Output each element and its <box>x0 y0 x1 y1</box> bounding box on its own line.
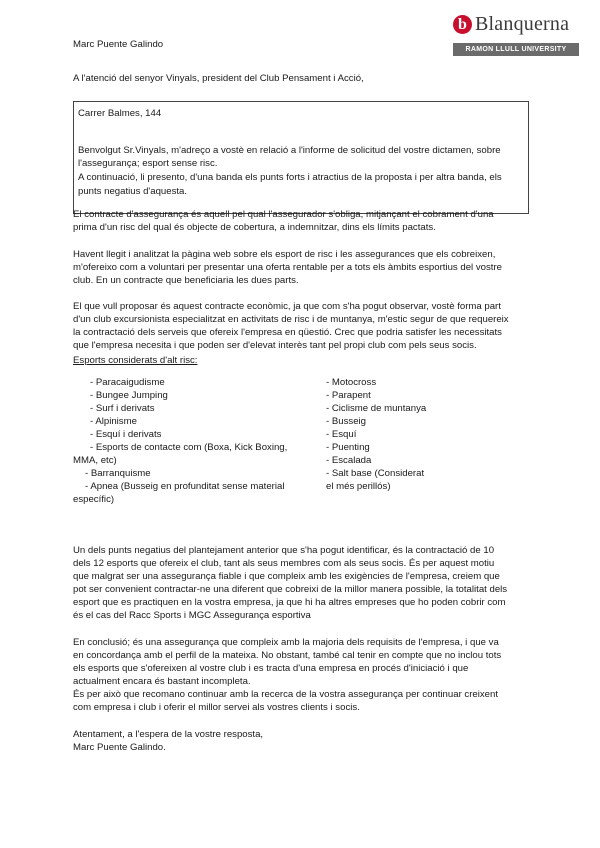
box-line: A continuació, li presento, d'una banda els punts forts i atractius de la proposta i per altra banda, els <box>78 172 502 183</box>
paragraph-line: d'un club excursionista especialitzat en activitats de risc i de muntanya, m'estic segur de que requereix <box>73 314 509 325</box>
blanquerna-logo <box>453 14 579 58</box>
address: Carrer Balmes, 144 <box>78 108 162 119</box>
paragraph-line: en concordança amb el perfil de la mateixa. No obstant, també cal tenir en compte que no inclou tots <box>73 650 502 661</box>
sport-item: - Alpinisme <box>90 416 137 427</box>
paragraph-line: esport que es practiquen en la vostra empresa, ja que hi ha altres empreses que ho poden cobrir com <box>73 597 506 608</box>
sport-item: - Parapent <box>326 390 371 401</box>
sport-item: el més perillós) <box>326 481 391 492</box>
sports-heading: Esports considerats d'alt risc: <box>73 355 198 366</box>
paragraph-line: com empresa i club i oferir el millor servei als vostres clients i socis. <box>73 702 360 713</box>
sport-item: - Ciclisme de muntanya <box>326 403 427 414</box>
sport-item: - Barranquisme <box>85 468 151 479</box>
sport-item: - Esquí i derivats <box>90 429 162 440</box>
box-line: Benvolgut Sr.Vinyals, m'adreço a vostè en relació a l'informe de solicitud del vostre dictamen, sobre <box>78 145 501 156</box>
sport-item: - Puenting <box>326 442 370 453</box>
sport-item: - Busseig <box>326 416 366 427</box>
sport-item: específic) <box>73 494 115 505</box>
paragraph-line: pot ser convenient contractar-ne una diferent que cobreixi de la millor manera possible, la totalitat dels <box>73 584 508 595</box>
sport-item: - Escalada <box>326 455 372 466</box>
signature: Marc Puente Galindo. <box>73 742 166 753</box>
paragraph-line: els esports que s'ofereixen al vostre club i es tracta d'una empresa en procés d'iniciació i que <box>73 663 469 674</box>
recipient-line: A l'atenció del senyor Vinyals, president del Club Pensament i Acció, <box>73 73 364 84</box>
paragraph-line: prima d'un risc del qual és objecte de cobertura, a indemnitzar, dins els límits pactats. <box>73 222 436 233</box>
sport-item: - Esports de contacte com (Boxa, Kick Boxing, <box>90 442 288 453</box>
paragraph-line: actualment encara és bastant incompleta. <box>73 676 251 687</box>
logo-mark-icon: b <box>453 15 472 34</box>
paragraph-line: És per això que recomano continuar amb la recerca de la vostra assegurança per continuar creixent <box>73 689 499 700</box>
box-line: l'assegurança; esport sense risc. <box>78 158 218 169</box>
paragraph-line: la contractació dels serveis que ofereix l'empresa en qüestió. Crec que podria satisfer les necessitats <box>73 327 502 338</box>
paragraph-line: dels 12 esports que ofereix el club, tant als seus membres com als seus socis. És per aquest motiu <box>73 558 495 569</box>
paragraph-line: El que vull proposar és aquest contracte econòmic, ja que com s'ha pogut observar, vostè forma part <box>73 301 501 312</box>
logo-subtitle: RAMON LLULL UNIVERSITY <box>453 43 579 56</box>
sport-item: - Esquí <box>326 429 357 440</box>
paragraph-line: m'ofereixo com a voluntari per presentar una oferta rentable per a tots els àmbits esportius del vostre <box>73 262 502 273</box>
sport-item: - Apnea (Busseig en profunditat sense material <box>85 481 285 492</box>
author-name: Marc Puente Galindo <box>73 39 164 50</box>
paragraph-line: En conclusió; és una assegurança que compleix amb la majoria dels requisits de l'empresa, i que va <box>73 637 499 648</box>
paragraph-line: El contracte d'assegurança és aquell pel qual l'assegurador s'obliga, mitjançant el cobrament d'una <box>73 209 494 220</box>
paragraph-line: Un dels punts negatius del plantejament anterior que s'ha pogut identificar, és la contractació de 10 <box>73 545 495 556</box>
sport-item: MMA, etc) <box>73 455 117 466</box>
paragraph-line: Havent llegit i analitzat la pàgina web sobre els esport de risc i les assegurances que els cobreixen, <box>73 249 496 260</box>
paragraph-line: que l'empresa necesita i que poden ser d'elevat interès tant pel propi club com pels seus socis. <box>73 340 477 351</box>
sport-item: - Surf i derivats <box>90 403 155 414</box>
paragraph-line: que malgrat ser una assegurança fiable i que compleix amb les exigències de l'empresa, creiem que <box>73 571 500 582</box>
closing-line: Atentament, a l'espera de la vostre resposta, <box>73 729 264 740</box>
box-line: punts negatius d'aquesta. <box>78 186 188 197</box>
paragraph-line: és el cas del Racc Sports i MGC Assegurança esportiva <box>73 610 311 621</box>
sport-item: - Motocross <box>326 377 377 388</box>
paragraph-line: club. En un contracte que beneficiaria les dues parts. <box>73 275 299 286</box>
sport-item: - Paracaigudisme <box>90 377 165 388</box>
sport-item: - Salt base (Considerat <box>326 468 425 479</box>
logo-wordmark: Blanquerna <box>475 13 570 35</box>
sport-item: - Bungee Jumping <box>90 390 168 401</box>
